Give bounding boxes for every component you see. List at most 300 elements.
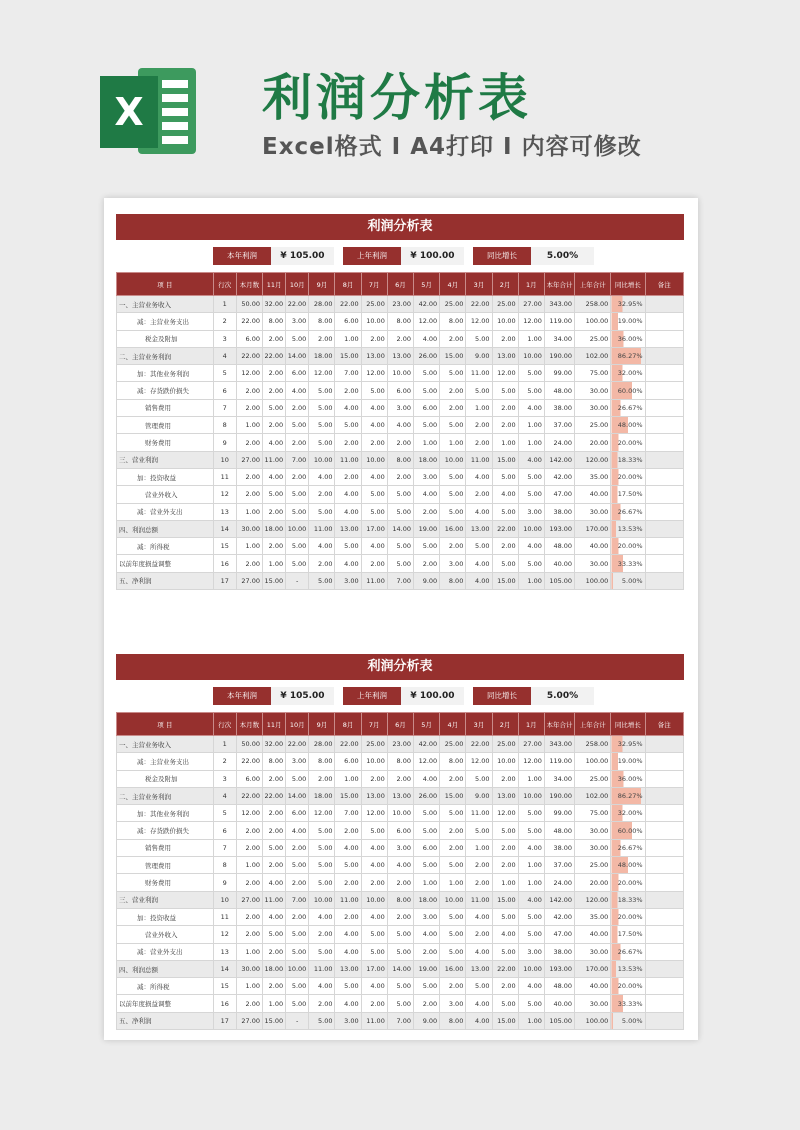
value-cell: 2.00 [440, 538, 466, 555]
value-cell: 7.00 [286, 891, 309, 908]
value-cell: 2.00 [263, 978, 286, 995]
row-item-label: 一、主营业务收入 [117, 296, 214, 313]
value-cell: 4.00 [263, 908, 286, 925]
yoy-growth-cell: 13.53% [611, 520, 645, 537]
value-cell: 27.00 [236, 891, 262, 908]
value-cell: 6.00 [414, 399, 440, 416]
row-number: 16 [213, 995, 236, 1012]
header-row [117, 273, 684, 296]
value-cell: 4.00 [492, 486, 518, 503]
yoy-growth-cell: 33.33% [611, 555, 645, 572]
column-header: 8月 [335, 273, 361, 296]
value-cell: 5.00 [286, 857, 309, 874]
row-number: 8 [213, 857, 236, 874]
value-cell: 11.00 [466, 805, 492, 822]
column-header: 5月 [414, 713, 440, 736]
value-cell: 2.00 [335, 874, 361, 891]
value-cell: - [286, 572, 309, 589]
value-cell: 5.00 [309, 572, 335, 589]
remark-cell[interactable] [645, 753, 683, 770]
remark-cell[interactable] [645, 770, 683, 787]
value-cell: 9.00 [414, 1012, 440, 1029]
yoy-growth-cell: 32.95% [611, 736, 645, 753]
value-cell: 2.00 [361, 555, 387, 572]
row-number: 1 [213, 736, 236, 753]
value-cell: 5.00 [518, 805, 544, 822]
value-cell: 2.00 [492, 857, 518, 874]
value-cell: 10.00 [440, 891, 466, 908]
value-cell: 11.00 [309, 960, 335, 977]
value-cell: 4.00 [361, 468, 387, 485]
column-header: 4月 [440, 713, 466, 736]
remark-cell[interactable] [645, 943, 683, 960]
value-cell: 1.00 [335, 330, 361, 347]
remark-cell[interactable] [645, 451, 683, 468]
value-cell: 2.00 [263, 503, 286, 520]
value-cell: 2.00 [263, 365, 286, 382]
table-row [117, 995, 684, 1012]
value-cell: 12.00 [236, 365, 262, 382]
value-cell: 1.00 [263, 995, 286, 1012]
value-cell: 34.00 [544, 770, 574, 787]
column-header: 4月 [440, 273, 466, 296]
row-item-label: 税金及附加 [117, 330, 214, 347]
profit-table [116, 712, 684, 1030]
value-cell: 5.00 [492, 555, 518, 572]
value-cell: 1.00 [492, 434, 518, 451]
row-number: 1 [213, 296, 236, 313]
remark-cell[interactable] [645, 486, 683, 503]
value-cell: 258.00 [575, 296, 611, 313]
value-cell: 40.00 [575, 538, 611, 555]
value-cell: 4.00 [263, 434, 286, 451]
this-year-profit-value: ¥ 105.00 [271, 687, 334, 705]
value-cell: 35.00 [575, 468, 611, 485]
yoy-growth-value: 5.00% [531, 687, 594, 705]
table-row [117, 753, 684, 770]
remark-cell[interactable] [645, 538, 683, 555]
row-item-label: 减：营业外支出 [117, 503, 214, 520]
value-cell: 38.00 [544, 943, 574, 960]
table-row [117, 555, 684, 572]
table-row [117, 960, 684, 977]
value-cell: 1.00 [335, 770, 361, 787]
value-cell: 2.00 [440, 978, 466, 995]
yoy-growth-cell: 20.00% [611, 978, 645, 995]
value-cell: 2.00 [286, 839, 309, 856]
banner-subtitle: Excel格式 I A4打印 I 内容可修改 [262, 134, 642, 160]
value-cell: 4.00 [335, 399, 361, 416]
value-cell: 22.00 [286, 736, 309, 753]
value-cell: 10.00 [492, 313, 518, 330]
yoy-growth-cell: 36.00% [611, 330, 645, 347]
yoy-growth-cell: 17.50% [611, 486, 645, 503]
column-header: 1月 [518, 273, 544, 296]
value-cell: 22.00 [286, 296, 309, 313]
value-cell: 1.00 [492, 874, 518, 891]
value-cell: 10.00 [361, 313, 387, 330]
value-cell: 22.00 [492, 520, 518, 537]
value-cell: 100.00 [575, 572, 611, 589]
remark-cell[interactable] [645, 995, 683, 1012]
remark-cell[interactable] [645, 805, 683, 822]
value-cell: 10.00 [440, 451, 466, 468]
value-cell: 4.00 [466, 995, 492, 1012]
value-cell: 5.00 [414, 538, 440, 555]
column-header: 10月 [286, 713, 309, 736]
yoy-growth-label: 同比增长 [473, 247, 531, 265]
value-cell: 2.00 [309, 770, 335, 787]
column-header: 行次 [213, 273, 236, 296]
value-cell: 12.00 [414, 753, 440, 770]
value-cell: 75.00 [575, 805, 611, 822]
value-cell: 5.00 [286, 417, 309, 434]
row-number: 7 [213, 399, 236, 416]
value-cell: 2.00 [492, 330, 518, 347]
value-cell: 18.00 [263, 520, 286, 537]
value-cell: 4.00 [414, 330, 440, 347]
value-cell: 4.00 [361, 857, 387, 874]
row-number: 10 [213, 451, 236, 468]
row-number: 6 [213, 382, 236, 399]
value-cell: 38.00 [544, 503, 574, 520]
remark-cell[interactable] [645, 960, 683, 977]
value-cell: 105.00 [544, 572, 574, 589]
row-item-label: 减：所得税 [117, 978, 214, 995]
value-cell: 38.00 [544, 399, 574, 416]
row-item-label: 营业外收入 [117, 926, 214, 943]
value-cell: 2.00 [263, 857, 286, 874]
yoy-growth-cell: 26.67% [611, 839, 645, 856]
remark-cell[interactable] [645, 503, 683, 520]
yoy-growth-cell: 13.53% [611, 960, 645, 977]
value-cell: 5.00 [361, 382, 387, 399]
value-cell: 5.00 [387, 555, 413, 572]
value-cell: 3.00 [440, 995, 466, 1012]
value-cell: 14.00 [286, 347, 309, 364]
profit-sheet-2 [116, 654, 684, 1030]
value-cell: 22.00 [263, 347, 286, 364]
value-cell: 13.00 [335, 520, 361, 537]
value-cell: 5.00 [286, 943, 309, 960]
value-cell: 5.00 [414, 417, 440, 434]
remark-cell[interactable] [645, 891, 683, 908]
value-cell: 2.00 [361, 770, 387, 787]
value-cell: 4.00 [335, 926, 361, 943]
row-number: 3 [213, 770, 236, 787]
value-cell: 1.00 [236, 857, 262, 874]
remark-cell[interactable] [645, 822, 683, 839]
value-cell: 7.00 [335, 805, 361, 822]
value-cell: 4.00 [335, 943, 361, 960]
value-cell: 5.00 [309, 434, 335, 451]
value-cell: 5.00 [440, 417, 466, 434]
value-cell: 9.00 [414, 572, 440, 589]
value-cell: 4.00 [518, 451, 544, 468]
column-header: 备注 [645, 273, 683, 296]
value-cell: 12.00 [492, 365, 518, 382]
remark-cell[interactable] [645, 572, 683, 589]
value-cell: 12.00 [414, 313, 440, 330]
value-cell: 7.00 [387, 572, 413, 589]
value-cell: 4.00 [466, 468, 492, 485]
value-cell: 13.00 [492, 347, 518, 364]
remark-cell[interactable] [645, 857, 683, 874]
value-cell: 5.00 [518, 555, 544, 572]
value-cell: 2.00 [440, 770, 466, 787]
remark-cell[interactable] [645, 434, 683, 451]
value-cell: 13.00 [361, 787, 387, 804]
table-row [117, 874, 684, 891]
value-cell: 2.00 [335, 434, 361, 451]
value-cell: 32.00 [263, 296, 286, 313]
value-cell: 8.00 [263, 313, 286, 330]
value-cell: 120.00 [575, 891, 611, 908]
value-cell: 11.00 [335, 451, 361, 468]
value-cell: 8.00 [387, 891, 413, 908]
value-cell: 26.00 [414, 347, 440, 364]
value-cell: 170.00 [575, 960, 611, 977]
value-cell: 40.00 [544, 555, 574, 572]
row-item-label: 以前年度损益调整 [117, 555, 214, 572]
value-cell: 5.00 [263, 926, 286, 943]
remark-cell[interactable] [645, 736, 683, 753]
column-header: 本年合计 [544, 713, 574, 736]
value-cell: 42.00 [414, 296, 440, 313]
remark-cell[interactable] [645, 1012, 683, 1029]
value-cell: 13.00 [466, 960, 492, 977]
profit-sheet-1 [116, 214, 684, 590]
last-year-profit-label: 上年利润 [343, 687, 401, 705]
value-cell: 32.00 [263, 736, 286, 753]
value-cell: 3.00 [335, 572, 361, 589]
yoy-growth-cell: 33.33% [611, 995, 645, 1012]
row-item-label: 加：其他业务利润 [117, 365, 214, 382]
yoy-growth-cell: 48.00% [611, 417, 645, 434]
remark-cell[interactable] [645, 926, 683, 943]
value-cell: 2.00 [387, 874, 413, 891]
yoy-growth-cell: 26.67% [611, 399, 645, 416]
column-header: 11月 [263, 713, 286, 736]
value-cell: 2.00 [466, 874, 492, 891]
remark-cell[interactable] [645, 839, 683, 856]
value-cell: 4.00 [518, 538, 544, 555]
row-item-label: 四、利润总额 [117, 960, 214, 977]
value-cell: 5.00 [263, 839, 286, 856]
value-cell: 2.00 [466, 486, 492, 503]
row-item-label: 以前年度损益调整 [117, 995, 214, 1012]
row-number: 15 [213, 538, 236, 555]
value-cell: 5.00 [518, 486, 544, 503]
yoy-growth-cell: 32.00% [611, 365, 645, 382]
value-cell: 3.00 [387, 399, 413, 416]
value-cell: 4.00 [361, 399, 387, 416]
value-cell: 5.00 [309, 503, 335, 520]
remark-cell[interactable] [645, 347, 683, 364]
value-cell: 30.00 [575, 822, 611, 839]
remark-cell[interactable] [645, 417, 683, 434]
value-cell: 22.00 [236, 787, 262, 804]
value-cell: 10.00 [518, 787, 544, 804]
value-cell: 2.00 [361, 995, 387, 1012]
value-cell: 10.00 [492, 753, 518, 770]
row-item-label: 减：存货跌价损失 [117, 382, 214, 399]
value-cell: 2.00 [309, 555, 335, 572]
value-cell: 6.00 [414, 839, 440, 856]
value-cell: 1.00 [518, 770, 544, 787]
value-cell: 27.00 [236, 572, 262, 589]
value-cell: 4.00 [263, 468, 286, 485]
last-year-profit-value: ¥ 100.00 [401, 687, 464, 705]
remark-cell[interactable] [645, 874, 683, 891]
value-cell: 30.00 [575, 399, 611, 416]
value-cell: 2.00 [440, 839, 466, 856]
yoy-growth-value: 5.00% [531, 247, 594, 265]
value-cell: 5.00 [414, 382, 440, 399]
value-cell: 4.00 [335, 995, 361, 1012]
value-cell: 3.00 [286, 753, 309, 770]
table-row [117, 347, 684, 364]
value-cell: 2.00 [335, 908, 361, 925]
value-cell: 1.00 [466, 399, 492, 416]
value-cell: 2.00 [414, 503, 440, 520]
value-cell: 2.00 [414, 555, 440, 572]
remark-cell[interactable] [645, 555, 683, 572]
value-cell: 9.00 [466, 787, 492, 804]
remark-cell[interactable] [645, 787, 683, 804]
value-cell: 25.00 [361, 296, 387, 313]
remark-cell[interactable] [645, 382, 683, 399]
remark-cell[interactable] [645, 365, 683, 382]
value-cell: 8.00 [309, 313, 335, 330]
remark-cell[interactable] [645, 296, 683, 313]
column-header: 2月 [492, 713, 518, 736]
value-cell: 119.00 [544, 313, 574, 330]
last-year-profit-value: ¥ 100.00 [401, 247, 464, 265]
value-cell: 5.00 [466, 822, 492, 839]
value-cell: 47.00 [544, 486, 574, 503]
remark-cell[interactable] [645, 313, 683, 330]
value-cell: 142.00 [544, 891, 574, 908]
value-cell: 19.00 [414, 520, 440, 537]
value-cell: - [286, 1012, 309, 1029]
value-cell: 5.00 [466, 382, 492, 399]
value-cell: 10.00 [361, 891, 387, 908]
row-number: 5 [213, 805, 236, 822]
column-header: 本月数 [236, 273, 262, 296]
value-cell: 2.00 [309, 486, 335, 503]
value-cell: 2.00 [263, 805, 286, 822]
column-header: 10月 [286, 273, 309, 296]
value-cell: 30.00 [236, 960, 262, 977]
value-cell: 15.00 [440, 347, 466, 364]
value-cell: 25.00 [575, 770, 611, 787]
remark-cell[interactable] [645, 468, 683, 485]
value-cell: 5.00 [492, 908, 518, 925]
value-cell: 2.00 [440, 822, 466, 839]
value-cell: 2.00 [236, 926, 262, 943]
value-cell: 5.00 [387, 978, 413, 995]
value-cell: 25.00 [575, 857, 611, 874]
value-cell: 5.00 [518, 468, 544, 485]
value-cell: 25.00 [492, 296, 518, 313]
row-number: 6 [213, 822, 236, 839]
value-cell: 5.00 [518, 382, 544, 399]
value-cell: 1.00 [263, 555, 286, 572]
value-cell: 5.00 [387, 486, 413, 503]
value-cell: 48.00 [544, 382, 574, 399]
row-item-label: 减：所得税 [117, 538, 214, 555]
value-cell: 5.00 [414, 857, 440, 874]
column-header: 9月 [309, 273, 335, 296]
row-number: 9 [213, 434, 236, 451]
value-cell: 15.00 [492, 572, 518, 589]
value-cell: 14.00 [387, 960, 413, 977]
value-cell: 22.00 [335, 296, 361, 313]
row-item-label: 减：存货跌价损失 [117, 822, 214, 839]
table-row [117, 503, 684, 520]
value-cell: 2.00 [263, 943, 286, 960]
column-header: 7月 [361, 273, 387, 296]
value-cell: 2.00 [263, 417, 286, 434]
row-number: 11 [213, 908, 236, 925]
table-row [117, 434, 684, 451]
table-row [117, 330, 684, 347]
value-cell: 5.00 [361, 503, 387, 520]
table-row [117, 538, 684, 555]
row-item-label: 减：主营业务支出 [117, 753, 214, 770]
row-item-label: 减：主营业务支出 [117, 313, 214, 330]
value-cell: 4.00 [466, 908, 492, 925]
value-cell: 190.00 [544, 787, 574, 804]
row-item-label: 财务费用 [117, 874, 214, 891]
value-cell: 25.00 [361, 736, 387, 753]
value-cell: 1.00 [236, 978, 262, 995]
remark-cell[interactable] [645, 330, 683, 347]
value-cell: 1.00 [518, 857, 544, 874]
value-cell: 12.00 [518, 753, 544, 770]
yoy-growth-cell: 20.00% [611, 874, 645, 891]
value-cell: 10.00 [361, 451, 387, 468]
remark-cell[interactable] [645, 908, 683, 925]
value-cell: 142.00 [544, 451, 574, 468]
value-cell: 12.00 [236, 805, 262, 822]
column-header: 6月 [387, 713, 413, 736]
value-cell: 2.00 [236, 468, 262, 485]
remark-cell[interactable] [645, 520, 683, 537]
yoy-growth-cell: 5.00% [611, 572, 645, 589]
value-cell: 5.00 [387, 538, 413, 555]
value-cell: 24.00 [544, 434, 574, 451]
value-cell: 2.00 [236, 555, 262, 572]
value-cell: 2.00 [466, 926, 492, 943]
value-cell: 11.00 [466, 891, 492, 908]
table-row [117, 978, 684, 995]
value-cell: 4.00 [361, 839, 387, 856]
this-year-profit-value: ¥ 105.00 [271, 247, 334, 265]
value-cell: 10.00 [286, 520, 309, 537]
row-number: 16 [213, 555, 236, 572]
remark-cell[interactable] [645, 978, 683, 995]
table-row [117, 520, 684, 537]
value-cell: 4.00 [518, 978, 544, 995]
value-cell: 2.00 [263, 330, 286, 347]
value-cell: 2.00 [236, 399, 262, 416]
value-cell: 22.00 [492, 960, 518, 977]
value-cell: 13.00 [387, 347, 413, 364]
remark-cell[interactable] [645, 399, 683, 416]
row-number: 8 [213, 417, 236, 434]
